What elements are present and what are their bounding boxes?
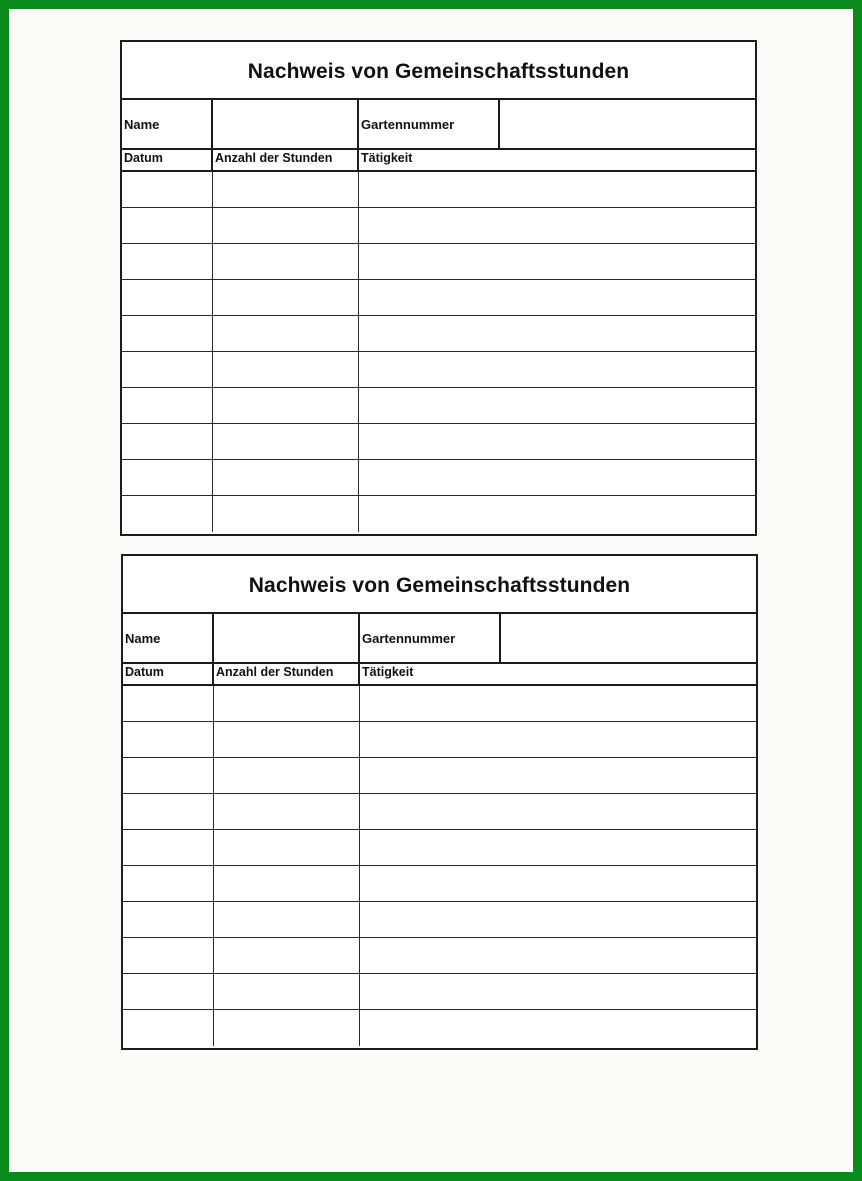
date-cell[interactable] [123,722,214,757]
table-row [122,388,755,424]
name-row [122,100,755,150]
activity-cell[interactable] [360,866,756,901]
hours-cell[interactable] [214,722,360,757]
form-title: Nachweis von Gemeinschaftsstunden [248,574,631,597]
column-header-hours: Anzahl der Stunden [213,150,359,170]
activity-cell[interactable] [359,280,755,315]
activity-cell[interactable] [359,316,755,351]
activity-cell[interactable] [359,244,755,279]
activity-cell[interactable] [360,758,756,793]
date-cell[interactable] [123,902,214,937]
activity-cell[interactable] [359,352,755,387]
hours-cell[interactable] [213,280,359,315]
date-cell[interactable] [122,388,213,423]
hours-cell[interactable] [213,496,359,532]
hours-cell[interactable] [214,1010,360,1046]
hours-cell[interactable] [214,866,360,901]
date-cell[interactable] [122,352,213,387]
activity-cell[interactable] [360,902,756,937]
date-cell[interactable] [123,830,214,865]
form-title: Nachweis von Gemeinschaftsstunden [247,60,630,83]
activity-cell[interactable] [360,794,756,829]
record-form-1 [120,40,757,536]
date-cell[interactable] [123,686,214,721]
table-row [122,280,755,316]
table-row [123,974,756,1010]
hours-cell[interactable] [213,244,359,279]
date-cell[interactable] [122,424,213,459]
hours-cell[interactable] [214,938,360,973]
name-field[interactable] [213,100,359,148]
column-header-date: Datum [122,150,213,170]
activity-cell[interactable] [359,388,755,423]
date-cell[interactable] [123,1010,214,1046]
date-cell[interactable] [123,866,214,901]
table-row [122,424,755,460]
hours-cell[interactable] [214,758,360,793]
date-cell[interactable] [122,244,213,279]
activity-cell[interactable] [360,722,756,757]
garden-number-field[interactable] [501,614,756,662]
date-cell[interactable] [123,938,214,973]
column-header-hours: Anzahl der Stunden [214,664,360,684]
hours-cell[interactable] [213,316,359,351]
activity-cell[interactable] [360,830,756,865]
table-row [123,902,756,938]
garden-number-label: Gartennummer [360,614,501,662]
hours-cell[interactable] [213,460,359,495]
activity-cell[interactable] [359,172,755,207]
table-row [122,208,755,244]
table-row [122,352,755,388]
record-form-2 [121,554,758,1050]
hours-cell[interactable] [214,902,360,937]
activity-cell[interactable] [360,686,756,721]
table-row [123,866,756,902]
table-row [123,830,756,866]
column-header-activity: Tätigkeit [362,665,414,679]
hours-cell[interactable] [213,172,359,207]
hours-cell[interactable] [213,352,359,387]
table-row [122,244,755,280]
entry-rows [122,172,755,532]
hours-cell[interactable] [214,974,360,1009]
date-cell[interactable] [122,172,213,207]
hours-cell[interactable] [214,794,360,829]
activity-cell[interactable] [359,424,755,459]
column-header-activity: Tätigkeit [361,151,413,165]
name-row [123,614,756,664]
date-cell[interactable] [122,208,213,243]
hours-cell[interactable] [213,388,359,423]
table-row [123,794,756,830]
hours-cell[interactable] [214,830,360,865]
hours-cell[interactable] [214,686,360,721]
name-field[interactable] [214,614,360,662]
table-row [123,1010,756,1046]
activity-cell[interactable] [359,496,755,532]
date-cell[interactable] [122,460,213,495]
activity-cell[interactable] [359,208,755,243]
date-cell[interactable] [123,758,214,793]
table-row [123,722,756,758]
date-cell[interactable] [122,496,213,532]
table-row [122,496,755,532]
activity-cell[interactable] [359,460,755,495]
date-cell[interactable] [122,316,213,351]
hours-cell[interactable] [213,208,359,243]
column-header-date: Datum [123,664,214,684]
table-row [122,172,755,208]
form-title-row [123,556,756,614]
name-label: Name [123,614,214,662]
date-cell[interactable] [122,280,213,315]
garden-number-field[interactable] [500,100,755,148]
table-row [122,316,755,352]
column-header-row [122,150,755,172]
table-row [122,460,755,496]
garden-number-label: Gartennummer [359,100,500,148]
table-row [123,758,756,794]
name-label: Name [122,100,213,148]
date-cell[interactable] [123,974,214,1009]
column-header-row [123,664,756,686]
activity-cell[interactable] [360,938,756,973]
entry-rows [123,686,756,1046]
date-cell[interactable] [123,794,214,829]
activity-cell[interactable] [360,1010,756,1046]
table-row [123,938,756,974]
hours-cell[interactable] [213,424,359,459]
form-title-row [122,42,755,100]
activity-cell[interactable] [360,974,756,1009]
table-row [123,686,756,722]
